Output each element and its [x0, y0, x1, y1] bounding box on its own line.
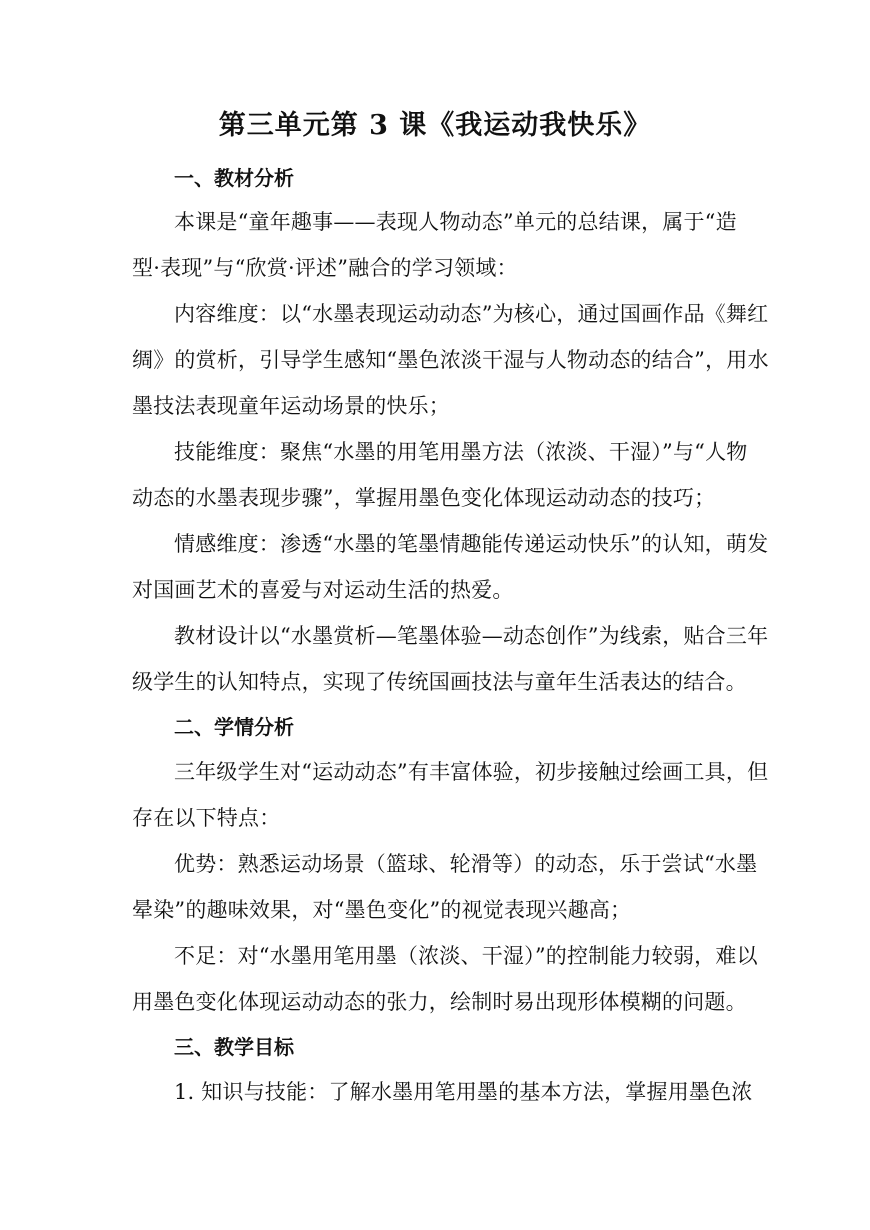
paragraph-line: 情感维度：渗透“水墨的笔墨情趣能传递运动快乐”的认知，萌发 — [174, 532, 769, 556]
paragraph-line: 晕染”的趣味效果，对“墨色变化”的视觉表现兴趣高； — [132, 898, 632, 922]
paragraph-line: 教材设计以“水墨赏析—笔墨体验—动态创作”为线索，贴合三年 — [174, 624, 769, 648]
paragraph-line: 1. 知识与技能：了解水墨用笔用墨的基本方法，掌握用墨色浓 — [174, 1080, 753, 1104]
paragraph-line: 三年级学生对“运动动态”有丰富体验，初步接触过绘画工具，但 — [174, 760, 769, 784]
paragraph-line: 本课是“童年趣事——表现人物动态”单元的总结课，属于“造 — [174, 210, 737, 234]
paragraph-line: 技能维度：聚焦“水墨的用笔用墨方法（浓淡、干湿）”与“人物 — [174, 440, 748, 464]
paragraph-line: 对国画艺术的喜爱与对运动生活的热爱。 — [132, 578, 514, 602]
paragraph-line: 存在以下特点： — [132, 806, 281, 830]
paragraph-line: 绸》的赏析，引导学生感知“墨色浓淡干湿与人物动态的结合”，用水 — [132, 348, 769, 372]
paragraph-line: 优势：熟悉运动场景（篮球、轮滑等）的动态，乐于尝试“水墨 — [174, 852, 758, 876]
paragraph-line: 内容维度：以“水墨表现运动动态”为核心，通过国画作品《舞红 — [174, 302, 769, 326]
section-heading-textbook-analysis: 一、教材分析 — [174, 166, 294, 190]
paragraph-line: 墨技法表现童年运动场景的快乐； — [132, 394, 450, 418]
paragraph-line: 用墨色变化体现运动动态的张力，绘制时易出现形体模糊的问题。 — [132, 990, 747, 1014]
paragraph-line: 级学生的认知特点，实现了传统国画技法与童年生活表达的结合。 — [132, 670, 747, 694]
document-title: 第三单元第 3 课《我运动我快乐》 — [218, 110, 652, 141]
section-heading-learner-analysis: 二、学情分析 — [174, 715, 294, 739]
paragraph-line: 动态的水墨表现步骤”，掌握用墨色变化体现运动动态的技巧； — [132, 486, 716, 510]
paragraph-line: 型·表现”与“欣赏·评述”融合的学习领域： — [132, 256, 518, 280]
section-heading-teaching-objectives: 三、教学目标 — [174, 1035, 294, 1059]
paragraph-line: 不足：对“水墨用笔用墨（浓淡、干湿）”的控制能力较弱，难以 — [174, 944, 758, 968]
